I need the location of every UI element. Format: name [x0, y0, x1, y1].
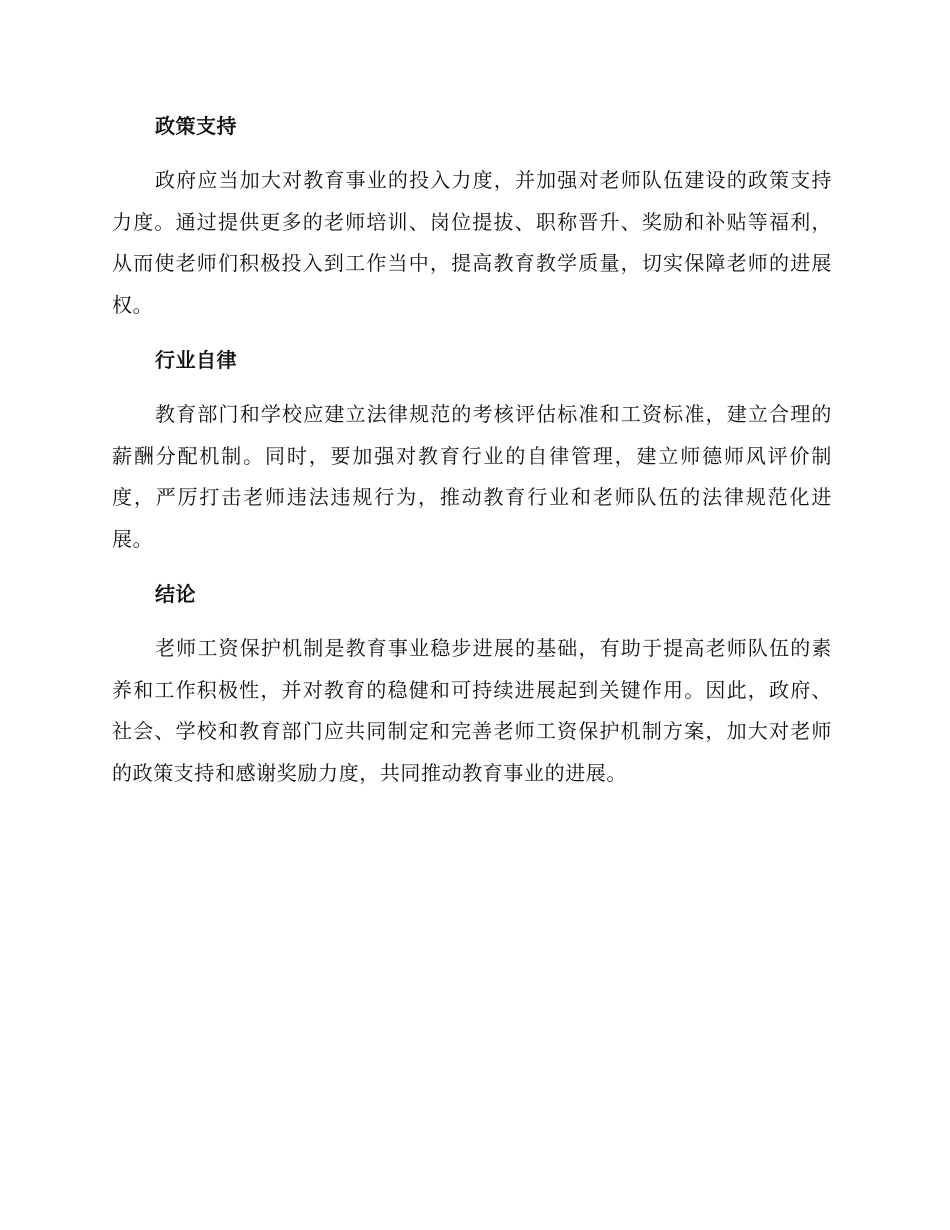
- section-policy-support: [112, 106, 832, 326]
- section-paragraph: 老师工资保护机制是教育事业稳步进展的基础，有助于提高老师队伍的素养和工作积极性，并对教育的稳健和可持续进展起到关键作用。因此，政府、社会、学校和教育部门应共同制定和完善老师工资保护机制方案，加大对老师的政策支持和感谢奖励力度，共同推动教育事业的进展。: [112, 636, 832, 785]
- section-paragraph: 政府应当加大对教育事业的投入力度，并加强对老师队伍建设的政策支持力度。通过提供更多的老师培训、岗位提拔、职称晋升、奖励和补贴等福利，从而使老师们积极投入到工作当中，提高教育教学质量，切实保障老师的进展权。: [112, 168, 832, 317]
- section-heading: 结论: [155, 582, 196, 606]
- section-conclusion: [112, 574, 832, 794]
- section-heading: 政策支持: [155, 114, 237, 138]
- section-industry-self-discipline: [112, 340, 832, 560]
- section-paragraph: 教育部门和学校应建立法律规范的考核评估标准和工资标准，建立合理的薪酬分配机制。同时，要加强对教育行业的自律管理，建立师德师风评价制度，严厉打击老师违法违规行为，推动教育行业和老师队伍的法律规范化进展。: [112, 402, 832, 551]
- section-heading: 行业自律: [155, 348, 237, 372]
- document-body: [112, 106, 832, 794]
